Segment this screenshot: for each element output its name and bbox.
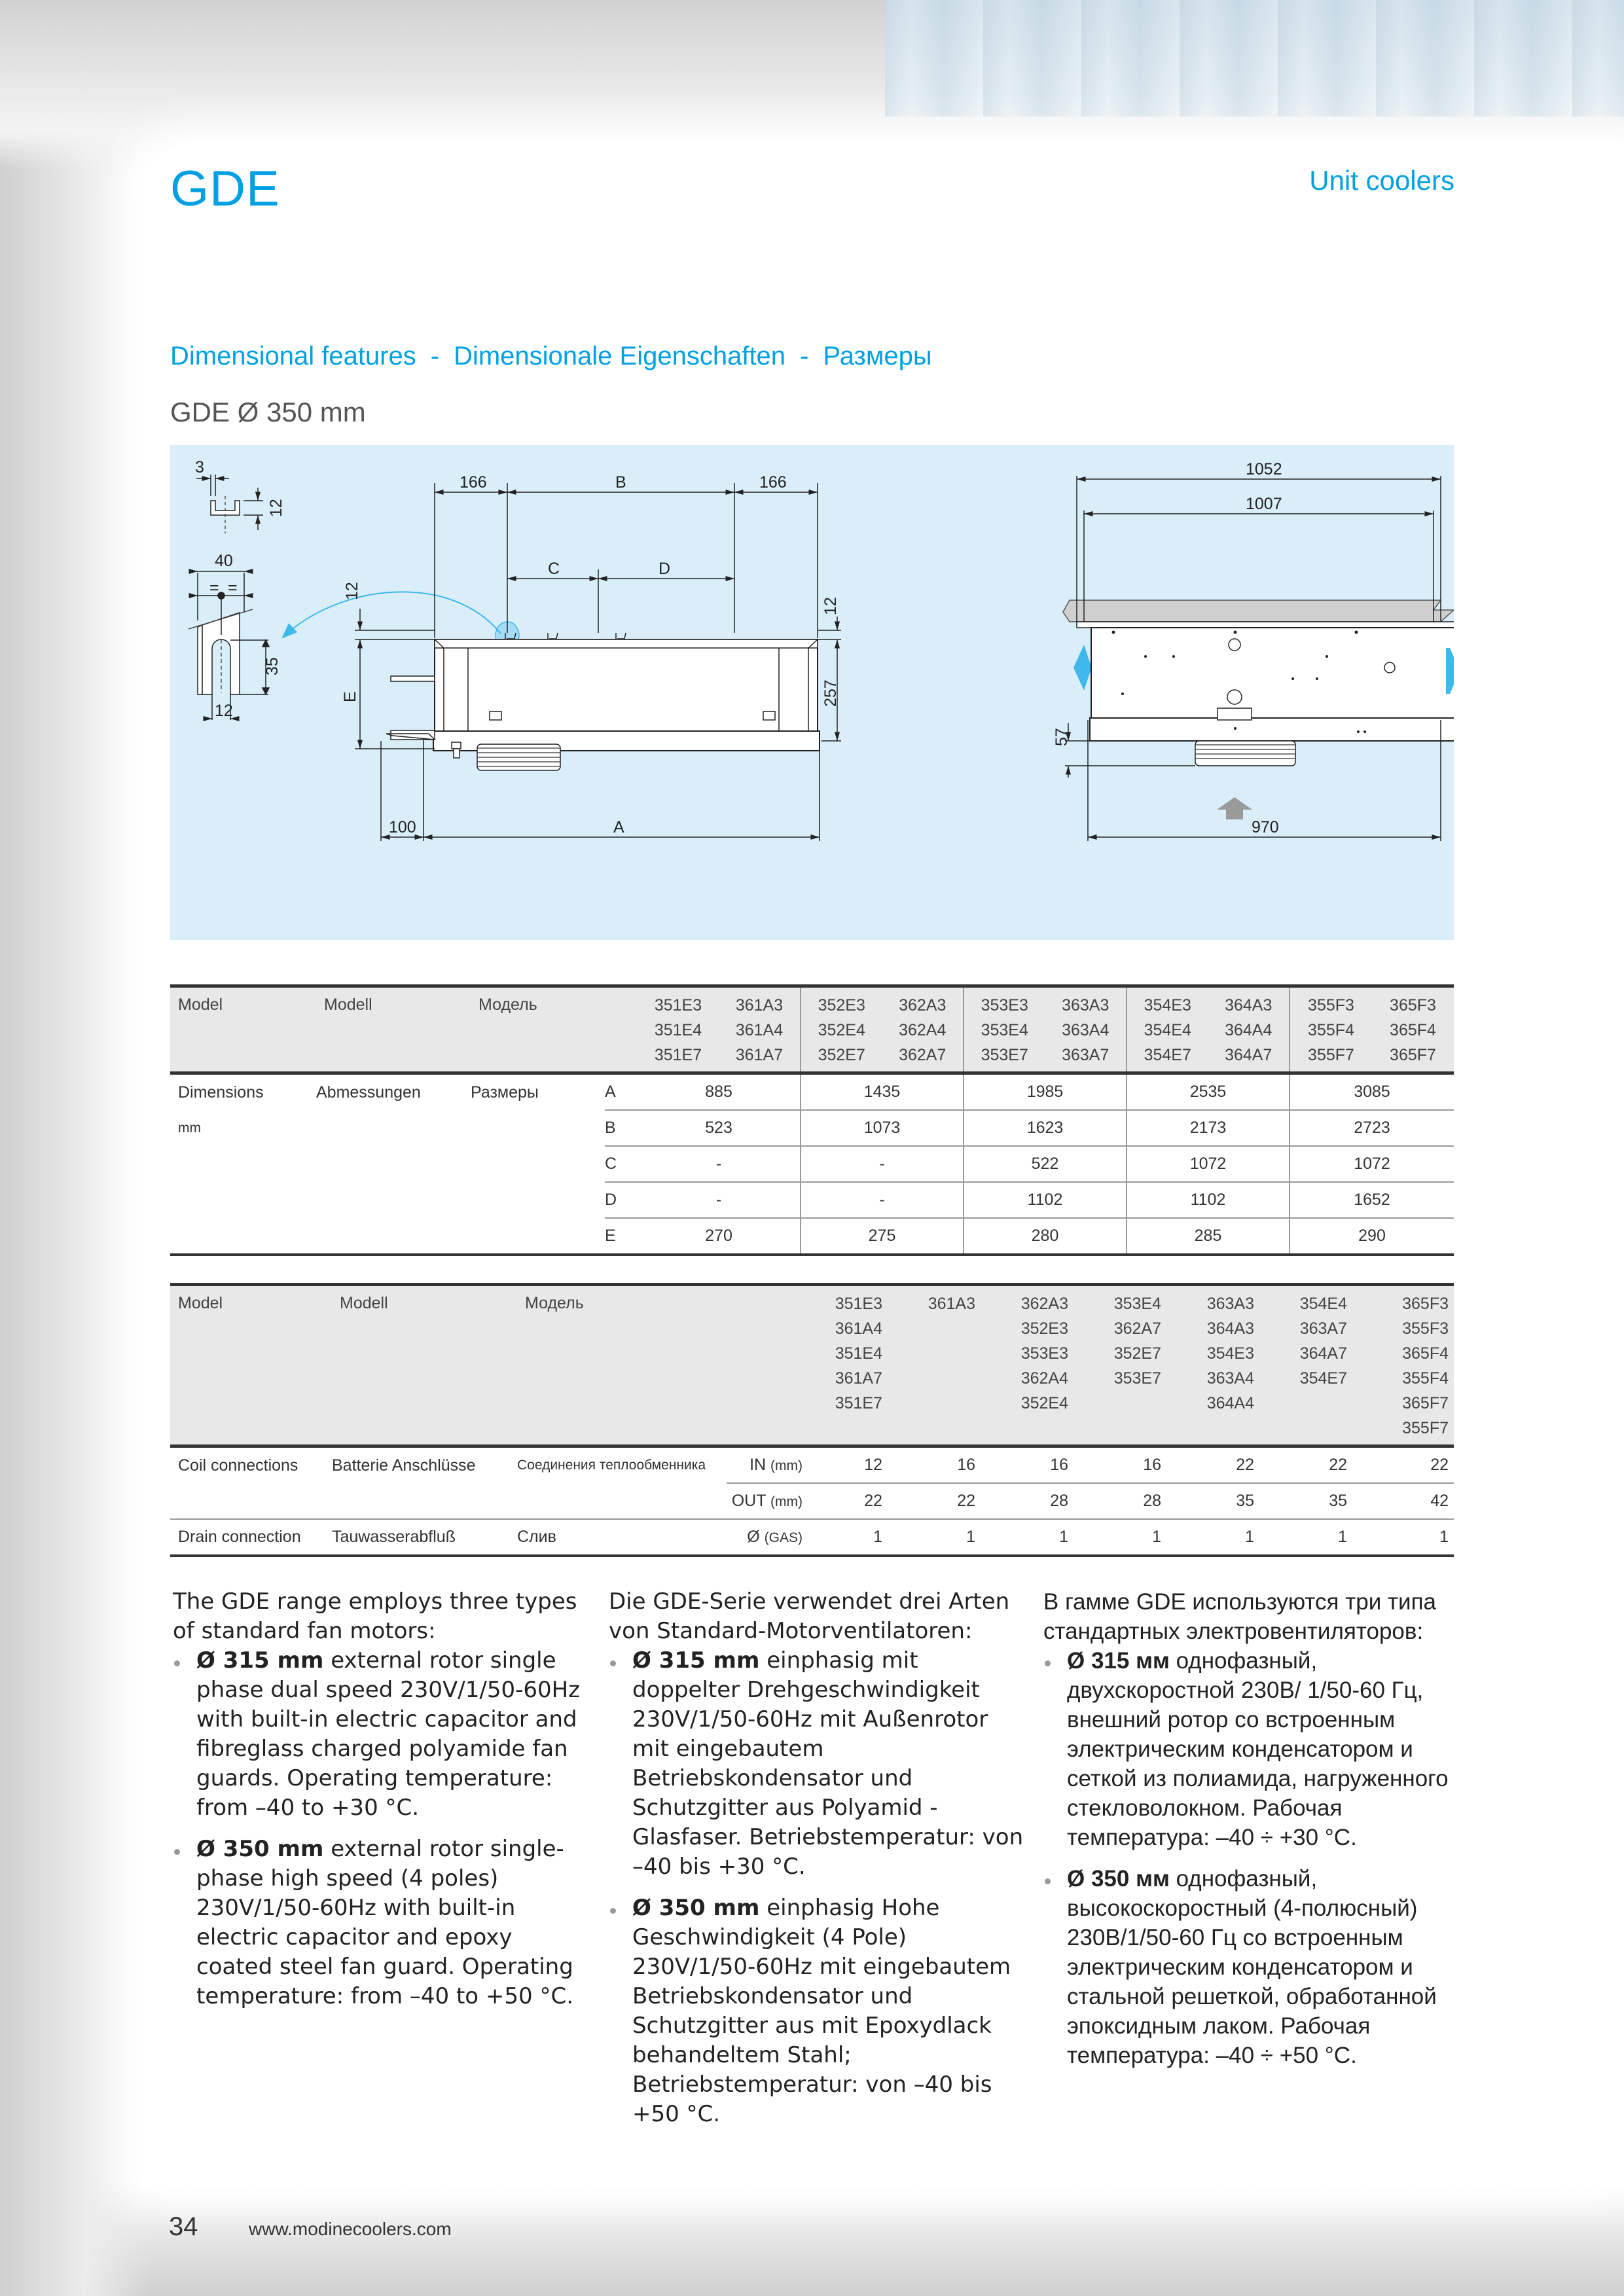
model-code: 352E7 (1113, 1344, 1161, 1363)
dim-height-12-left: 12 (343, 582, 361, 600)
section-title-separator: - (430, 342, 440, 370)
model-code: 353E3 (1020, 1344, 1068, 1363)
model-column-6 (1267, 1285, 1360, 1446)
cell-value: 1 (873, 1528, 882, 1546)
model-code: 363A3 (1206, 1295, 1254, 1313)
header-photo-banner (885, 0, 1624, 117)
dim-bracket-width: 40 (215, 552, 233, 570)
cell-value: - (638, 1182, 801, 1218)
cell-value: 280 (964, 1218, 1127, 1255)
section-title (170, 342, 932, 371)
dim-bracket-height: 12 (267, 499, 285, 517)
cell-value: 22 (803, 1483, 895, 1519)
dim-offset-left: 166 (460, 473, 487, 492)
model-code: 355F4 (1402, 1369, 1449, 1388)
cell-value: 42 (1360, 1483, 1454, 1519)
model-subtitle: GDE Ø 350 mm (170, 397, 366, 427)
model-code: 364A7 (1299, 1344, 1347, 1363)
dimension-drawing-svg (170, 445, 1454, 940)
dim-base-width: 970 (1252, 818, 1279, 836)
cell-value: 35 (1174, 1483, 1267, 1519)
bracket-u-profile (196, 475, 263, 533)
header-model-en: Model (178, 996, 223, 1014)
dim-equal-right: = (228, 579, 238, 597)
header-model-en: Model (178, 1294, 223, 1312)
cell-value: 1072 (1290, 1146, 1454, 1182)
cell-value: - (801, 1182, 964, 1218)
cell-value: 22 (895, 1483, 988, 1519)
coil-label-ru: Соединения теплообменника (517, 1458, 706, 1473)
dim-bracket-thickness: 3 (195, 458, 204, 476)
model-code: 365F4 (1402, 1344, 1449, 1363)
cell-value: 1072 (1127, 1146, 1290, 1182)
dimensions-table (170, 984, 1454, 1256)
model-code: 363A7 (1299, 1319, 1347, 1338)
dimension-drawing (170, 445, 1454, 940)
model-column-2 (895, 1285, 988, 1446)
dim-slot-width: 12 (215, 702, 233, 720)
section-title-de: Dimensionale Eigenschaften (454, 342, 786, 370)
cell-value: 12 (864, 1456, 882, 1474)
cell-value: 1435 (801, 1073, 964, 1111)
cell-value: 270 (638, 1218, 801, 1255)
drain-unit-label: Ø (GAS) (747, 1528, 803, 1546)
model-code: 351E4 (835, 1344, 882, 1363)
cell-value: 523 (638, 1110, 801, 1146)
model-code: 361A4 (835, 1319, 882, 1338)
row-label-en: Dimensions (178, 1083, 264, 1102)
drain-label-en: Drain connection (178, 1528, 301, 1546)
model-code: 362A4 (1020, 1369, 1068, 1388)
model-group-4: 354E3 354E4 354E7 364A3 364A4 364A7 (1127, 986, 1290, 1073)
description-de (609, 1587, 1028, 2129)
table-row-coil-in (170, 1446, 1454, 1484)
front-view-unit (1063, 600, 1454, 766)
dim-inner-width: 1007 (1246, 495, 1282, 513)
model-code: 363A4 (1206, 1369, 1254, 1388)
model-group-1 (638, 986, 801, 1073)
dim-label-e: E (341, 691, 359, 702)
model-column-3 (988, 1285, 1081, 1446)
dim-height-12-right: 12 (821, 597, 840, 615)
dim-equal-left: = (209, 579, 219, 597)
cell-value: 522 (964, 1146, 1127, 1182)
cell-value: 885 (705, 1083, 732, 1101)
dim-overall-width: 1052 (1246, 460, 1282, 478)
model-code: 361A7 (835, 1369, 882, 1388)
description-bullet: Ø 315 mm einphasig mit doppelter Drehgeschwindigkeit 230V/1/50-60Hz mit Außenrotor mit eingebautem Betriebskondensator und Schutzgitter aus Polyamid - Glasfaser. Betriebstemperatur: von –40 bis +30 °C. (609, 1646, 1028, 1882)
model-code: 362A7 (1113, 1319, 1161, 1338)
model-code: 353E4 (1113, 1295, 1161, 1313)
model-code: 355F7 (1402, 1419, 1449, 1437)
description-bullet: Ø 315 mm external rotor single phase dual speed 230V/1/50-60Hz with built-in electric capacitor and fibreglass charged polyamide fan guards. Operating temperature: from –40 to +30 °C. (173, 1646, 592, 1823)
model-column-5 (1174, 1285, 1267, 1446)
model-group-5: 355F3 355F4 355F7 365F3 365F4 365F7 (1290, 986, 1454, 1073)
model-code: 362A3 (1020, 1295, 1068, 1313)
cell-value: 28 (1081, 1483, 1174, 1519)
drain-label-de: Tauwasserabfluß (332, 1528, 456, 1546)
cell-value: 16 (1143, 1456, 1161, 1474)
dimensions-table-header (170, 986, 1454, 1073)
row-label-de: Abmessungen (316, 1083, 421, 1102)
cell-value: 2723 (1290, 1110, 1454, 1146)
dim-fan-protrusion: 57 (1053, 728, 1071, 746)
cell-value: 1 (966, 1528, 975, 1546)
dim-slot-depth: 35 (263, 657, 281, 675)
model-group-col: 361A3 361A4 361A7 (735, 996, 784, 1064)
description-bullet: Ø 350 mm einphasig Hohe Geschwindigkeit (4 Pole) 230V/1/50-60Hz mit eingebautem Betriebskondensator und Schutzgitter aus mit Epoxydlack behandeltem Stahl; Betriebstemperatur: von –40 bis +50 °C. (609, 1893, 1028, 2129)
dim-label-d: D (659, 560, 671, 578)
drain-label-ru: Слив (517, 1528, 556, 1546)
header-model-ru: Модель (525, 1294, 584, 1312)
dim-label-a: A (613, 818, 624, 836)
cell-value: 1 (1245, 1528, 1254, 1546)
coil-label-de: Batterie Anschlüsse (332, 1456, 476, 1475)
table-row (170, 1218, 1454, 1255)
section-title-ru: Размеры (823, 342, 932, 370)
model-group-2: 352E3 352E4 352E7 362A3 362A4 362A7 (801, 986, 964, 1073)
connections-table (170, 1283, 1454, 1557)
connections-table-header (170, 1285, 1454, 1446)
dim-offset-right: 166 (759, 473, 787, 492)
dim-drain-offset: 100 (389, 818, 416, 836)
cell-value: 1102 (1127, 1182, 1290, 1218)
dim-key: D (605, 1182, 638, 1218)
model-code: 351E3 (835, 1295, 882, 1313)
model-column-1 (803, 1285, 895, 1446)
coil-label-en: Coil connections (178, 1456, 298, 1475)
description-bullet: Ø 315 мм однофазный, двухскоростной 230В/ 1/50-60 Гц, внешний ротор со встроенным электрическим конденсатором и сеткой из полиамида, нагруженного стекловолокном. Рабочая температура: –40 ÷ +30 °C. (1043, 1646, 1462, 1852)
cell-value: 1985 (964, 1073, 1127, 1111)
model-code: 354E4 (1299, 1295, 1347, 1313)
model-code: 354E3 (1206, 1344, 1254, 1363)
model-code: 365F3 (1402, 1295, 1449, 1313)
model-code: 364A3 (1206, 1319, 1254, 1338)
model-code: 352E3 (1020, 1319, 1068, 1338)
model-code: 353E7 (1113, 1369, 1161, 1388)
table-row-drain (170, 1519, 1454, 1556)
dim-key: E (605, 1218, 638, 1255)
row-unit: mm (178, 1120, 201, 1136)
cell-value: 22 (1236, 1456, 1254, 1474)
description-en (173, 1587, 592, 2011)
model-code: 361A3 (928, 1295, 975, 1313)
page-number: 34 (169, 2212, 198, 2241)
dim-key: A (605, 1083, 616, 1101)
coil-in-label: IN (mm) (749, 1456, 803, 1474)
product-title: GDE (170, 161, 280, 217)
cell-value: - (801, 1146, 964, 1182)
section-title-en: Dimensional features (170, 342, 416, 370)
description-intro: В гамме GDE используются три типа стандартных электровентиляторов: (1043, 1589, 1436, 1644)
cell-value: 1652 (1290, 1182, 1454, 1218)
dim-label-c: C (548, 560, 560, 578)
cell-value: 22 (1329, 1456, 1347, 1474)
model-code: 364A4 (1206, 1394, 1254, 1412)
cell-value: 285 (1127, 1218, 1290, 1255)
table-row (170, 1182, 1454, 1218)
description-bullet: Ø 350 мм однофазный, высокоскоростный (4-полюсный) 230В/1/50-60 Гц со встроенным электрическим конденсатором и стальной решеткой, обработанной эпоксидным лаком. Рабочая температура: –40 ÷ +50 °C. (1043, 1864, 1462, 2070)
cell-value: 1 (1152, 1528, 1161, 1546)
cell-value: 1623 (964, 1110, 1127, 1146)
header-model-de: Modell (340, 1294, 388, 1312)
table-row (170, 1073, 1454, 1111)
cell-value: 275 (801, 1218, 964, 1255)
cell-value: 1073 (801, 1110, 964, 1146)
dim-height-257: 257 (821, 679, 840, 707)
model-code: 365F7 (1402, 1394, 1449, 1412)
description-bullet: Ø 350 mm external rotor single-phase high speed (4 poles) 230V/1/50-60Hz with built-in electric capacitor and epoxy coated steel fan guard. Operating temperature: from –40 to +50 °C. (173, 1835, 592, 2011)
model-code: 352E4 (1020, 1394, 1068, 1412)
cell-value: 1 (1338, 1528, 1347, 1546)
side-view-unit (386, 633, 820, 770)
header-model-de: Modell (324, 996, 372, 1014)
website-link[interactable]: www.modinecoolers.com (249, 2219, 452, 2239)
table-row (170, 1110, 1454, 1146)
model-code: 354E7 (1299, 1369, 1347, 1388)
cell-value: 3085 (1290, 1073, 1454, 1111)
model-column-4 (1081, 1285, 1174, 1446)
row-label-ru: Размеры (471, 1083, 539, 1102)
cell-value: 28 (988, 1483, 1081, 1519)
cell-value: 290 (1290, 1218, 1454, 1255)
description-ru (1043, 1587, 1462, 2070)
dim-label-b: B (615, 473, 626, 492)
model-group-3: 353E3 353E4 353E7 363A3 363A4 363A7 (964, 986, 1127, 1073)
category-label: Unit coolers (1309, 165, 1454, 196)
coil-out-label: OUT (mm) (727, 1483, 803, 1519)
cell-value: 2535 (1127, 1073, 1290, 1111)
cell-value: 1 (1439, 1528, 1449, 1546)
dim-key: C (605, 1146, 638, 1182)
model-group-col: 351E3 351E4 351E7 (654, 996, 702, 1064)
cell-value: - (638, 1146, 801, 1182)
cell-value: 22 (1430, 1456, 1449, 1474)
table-row (170, 1146, 1454, 1182)
cell-value: 2173 (1127, 1110, 1290, 1146)
section-title-separator: - (800, 342, 809, 370)
model-code: 355F3 (1402, 1319, 1449, 1338)
cell-value: 16 (1050, 1456, 1068, 1474)
cell-value: 1 (1059, 1528, 1068, 1546)
header-model-ru: Модель (478, 996, 537, 1014)
cell-value: 16 (957, 1456, 975, 1474)
table-row-coil-out (170, 1483, 1454, 1519)
dim-key: B (605, 1110, 638, 1146)
model-column-7 (1360, 1285, 1454, 1446)
description-intro: The GDE range employs three types of standard fan motors: (173, 1588, 577, 1644)
cell-value: 1102 (964, 1182, 1127, 1218)
cell-value: 35 (1267, 1483, 1360, 1519)
description-intro: Die GDE-Serie verwendet drei Arten von Standard-Motorventilatoren: (609, 1588, 1010, 1644)
model-code: 351E7 (835, 1394, 882, 1412)
